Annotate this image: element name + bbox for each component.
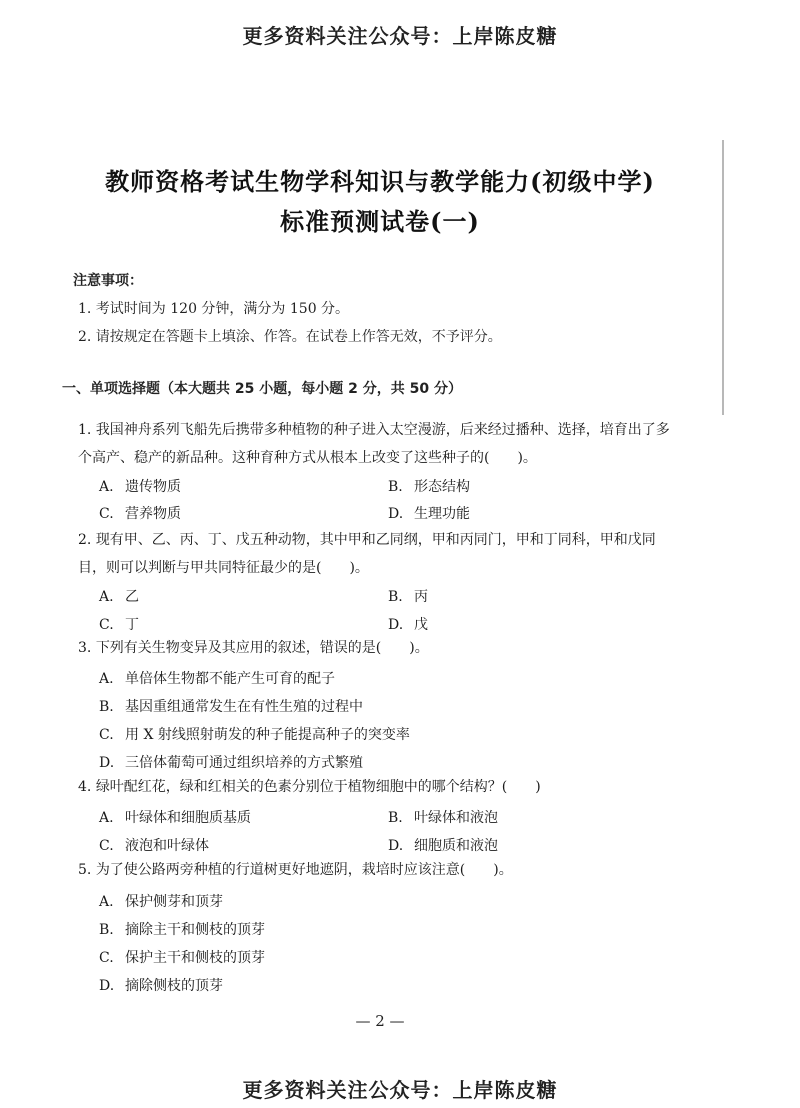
- option-a: A. 叶绿体和细胞质基质: [99, 810, 251, 826]
- question-number: 2.: [78, 532, 92, 548]
- question-2: [78, 526, 678, 582]
- footer-banner: 更多资料关注公众号：上岸陈皮糖: [242, 1078, 558, 1102]
- option-d: D. 生理功能: [388, 506, 470, 522]
- question-stem: 为了使公路两旁种植的行道树更好地遮阴，栽培时应该注意( )。: [95, 862, 513, 878]
- option-b: B. 叶绿体和液泡: [388, 810, 498, 826]
- option-a: A. 单倍体生物都不能产生可育的配子: [99, 671, 335, 687]
- exam-subtitle: 标准预测试卷(一): [280, 207, 480, 236]
- option-c: C. 保护主干和侧枝的顶芽: [99, 950, 265, 966]
- question-stem: 我国神舟系列飞船先后携带多种植物的种子进入太空漫游，后来经过播种、选择，培育出了多个高产、稳产的新品种。这种育种方式从根本上改变了这些种子的( )。: [78, 422, 670, 466]
- option-d: D. 细胞质和液泡: [388, 838, 498, 854]
- notice-item: 1. 考试时间为 120 分钟，满分为 150 分。: [78, 301, 350, 317]
- option-d: D. 摘除侧枝的顶芽: [99, 978, 223, 994]
- option-d: D. 戊: [388, 617, 428, 633]
- question-number: 1.: [78, 422, 92, 438]
- question-stem: 绿叶配红花，绿和红相关的色素分别位于植物细胞中的哪个结构？( ): [95, 779, 541, 795]
- option-a: A. 乙: [99, 589, 139, 605]
- option-d: D. 三倍体葡萄可通过组织培养的方式繁殖: [99, 755, 363, 771]
- question-number: 4.: [78, 779, 92, 795]
- question-1: [78, 416, 678, 472]
- option-c: C. 丁: [99, 617, 139, 633]
- option-c: C. 营养物质: [99, 506, 181, 522]
- question-3: [78, 634, 678, 662]
- exam-title: 教师资格考试生物学科知识与教学能力(初级中学): [105, 167, 655, 196]
- header-banner: 更多资料关注公众号：上岸陈皮糖: [242, 24, 558, 48]
- option-a: A. 保护侧芽和顶芽: [99, 894, 223, 910]
- notice-item: 2. 请按规定在答题卡上填涂、作答。在试卷上作答无效，不予评分。: [78, 329, 502, 345]
- option-b: B. 丙: [388, 589, 428, 605]
- option-c: C. 液泡和叶绿体: [99, 838, 209, 854]
- section-heading: 一、单项选择题（本大题共 25 小题，每小题 2 分，共 50 分）: [62, 381, 462, 397]
- option-a: A. 遗传物质: [99, 479, 181, 495]
- question-stem: 下列有关生物变异及其应用的叙述，错误的是( )。: [95, 640, 429, 656]
- option-b: B. 形态结构: [388, 479, 470, 495]
- option-c: C. 用 X 射线照射萌发的种子能提高种子的突变率: [99, 727, 410, 743]
- question-stem: 现有甲、乙、丙、丁、戊五种动物，其中甲和乙同纲，甲和丙同门，甲和丁同科，甲和戊同目，则可以判断与甲共同特征最少的是( )。: [78, 532, 656, 576]
- question-number: 3.: [78, 640, 92, 656]
- question-5: [78, 856, 678, 884]
- page-number: — 2 —: [355, 1012, 405, 1030]
- question-number: 5.: [78, 862, 92, 878]
- option-b: B. 基因重组通常发生在有性生殖的过程中: [99, 699, 363, 715]
- question-4: [78, 773, 678, 801]
- option-b: B. 摘除主干和侧枝的顶芽: [99, 922, 265, 938]
- notice-heading: 注意事项：: [73, 273, 143, 289]
